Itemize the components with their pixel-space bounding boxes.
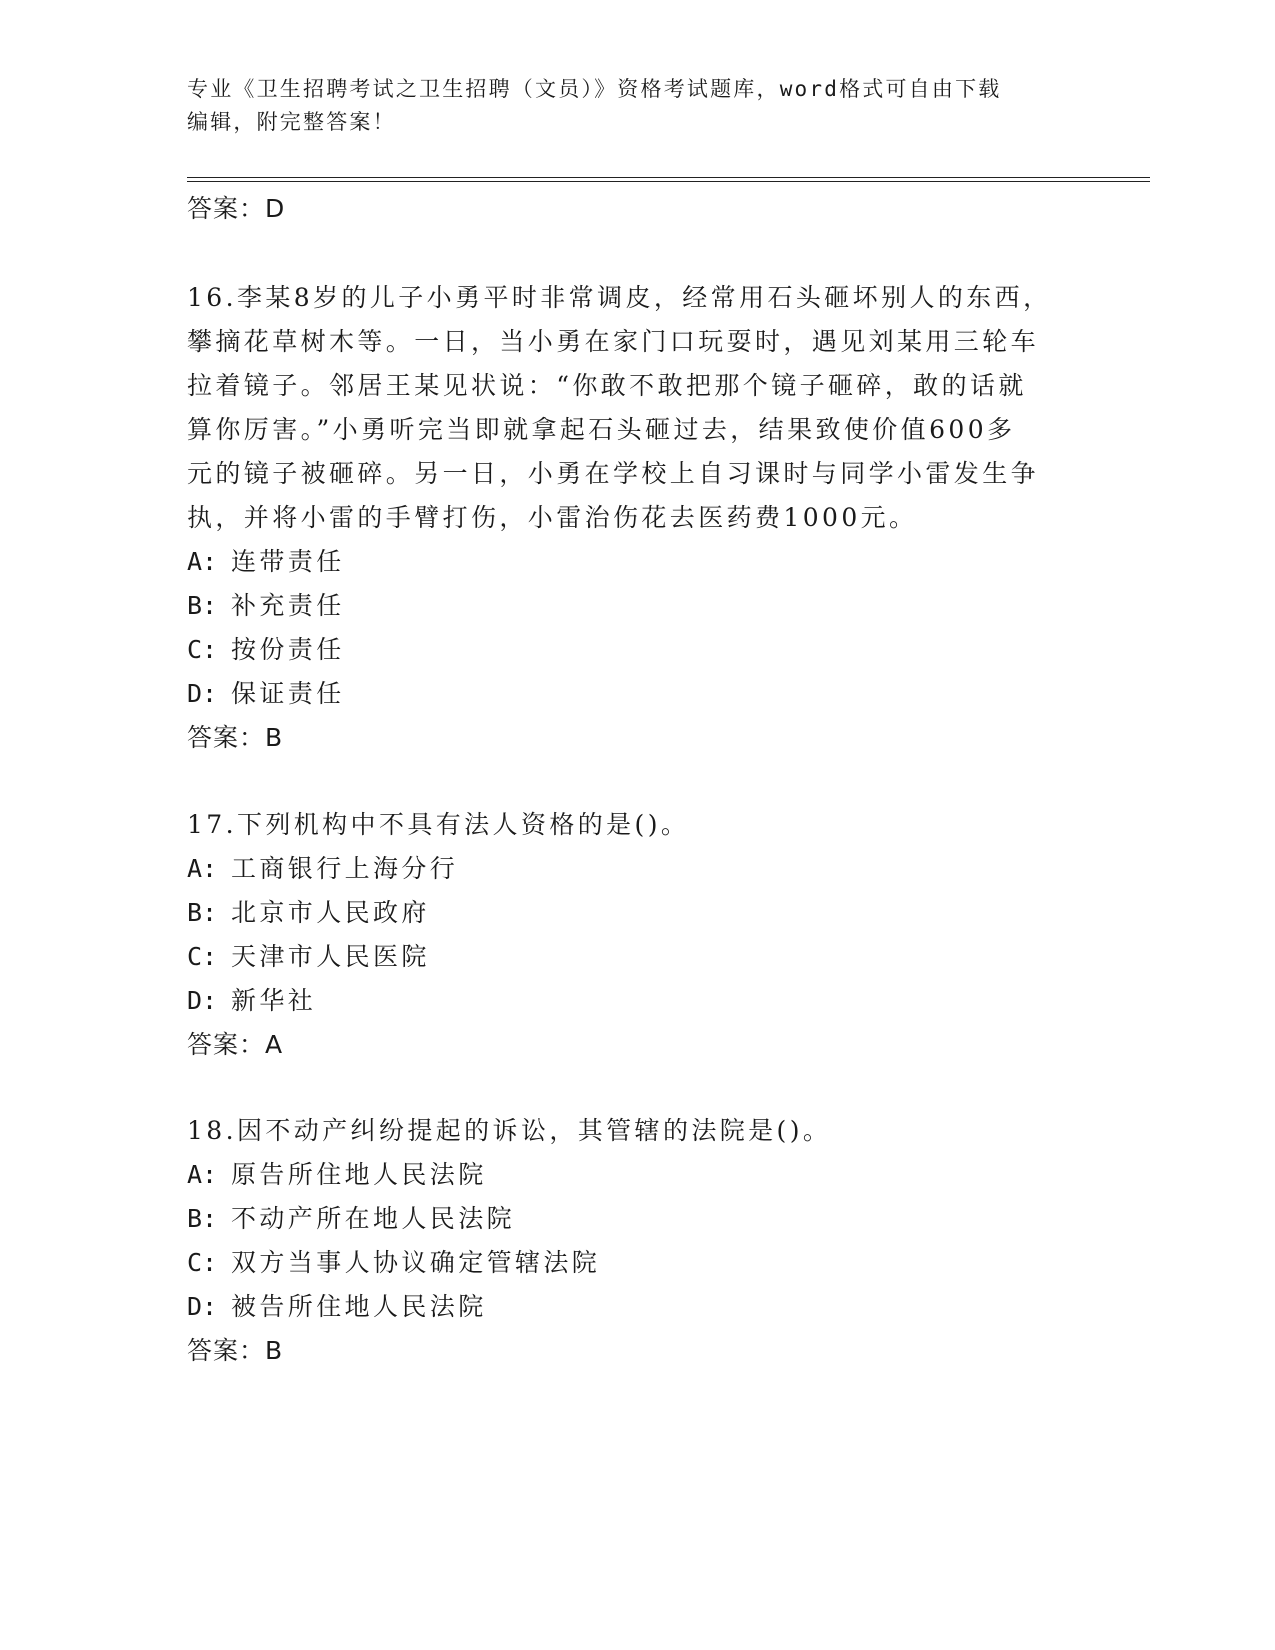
option-key: D: [187,679,218,708]
header-divider-top [187,177,1150,178]
option-text: 不动产所在地人民法院 [231,1204,516,1233]
option-key: C: [187,1248,218,1277]
question-17-line-1: 17.下列机构中不具有法人资格的是()。 [187,810,690,839]
question-18-line-1: 18.因不动产纠纷提起的诉讼，其管辖的法院是()。 [187,1116,832,1145]
option-text: 被告所住地人民法院 [231,1292,487,1321]
question-17-answer: 答案：A [187,1030,284,1059]
option-text: 补充责任 [231,591,345,620]
question-18-option-c [187,1248,600,1278]
question-18-option-d [187,1292,487,1322]
question-17-option-b [187,898,430,928]
option-key: A: [187,547,218,576]
option-text: 天津市人民医院 [231,942,430,971]
option-text: 原告所住地人民法院 [231,1160,487,1189]
question-16-option-c [187,635,345,665]
option-key: B: [187,1204,218,1233]
option-key: D: [187,986,218,1015]
option-text: 北京市人民政府 [231,898,430,927]
option-key: A: [187,854,218,883]
question-16-option-a [187,547,345,577]
option-text: 连带责任 [231,547,345,576]
question-17-option-c [187,942,430,972]
question-16-answer: 答案：B [187,723,284,752]
answer-label: 答案：D [187,194,286,223]
question-18-option-b [187,1204,515,1234]
header-line-1: 专业《卫生招聘考试之卫生招聘（文员）》资格考试题库，word格式可自由下载 [187,77,1002,101]
question-16-line-2: 攀摘花草树木等。一日，当小勇在家门口玩耍时，遇见刘某用三轮车 [187,327,1040,356]
question-16-line-5: 元的镜子被砸碎。另一日，小勇在学校上自习课时与同学小雷发生争 [187,459,1040,488]
option-key: B: [187,591,218,620]
question-16-line-3: 拉着镜子。邻居王某见状说：“你敢不敢把那个镜子砸碎，敢的话就 [187,371,1027,400]
question-17-option-d [187,986,316,1016]
option-text: 保证责任 [231,679,345,708]
question-16-line-1: 16.李某8岁的儿子小勇平时非常调皮，经常用石头砸坏别人的东西， [187,283,1052,312]
question-16-option-d [187,679,345,709]
option-key: D: [187,1292,218,1321]
option-text: 新华社 [231,986,317,1015]
option-key: B: [187,898,218,927]
question-18-answer: 答案：B [187,1336,284,1365]
header-divider-bottom [187,181,1150,182]
option-text: 双方当事人协议确定管辖法院 [231,1248,601,1277]
question-16-line-6: 执，并将小雷的手臂打伤，小雷治伤花去医药费1000元。 [187,503,918,532]
option-key: A: [187,1160,218,1189]
header-line-2: 编辑，附完整答案！ [187,110,396,134]
question-16-line-4: 算你厉害。”小勇听完当即就拿起石头砸过去，结果致使价值600多 [187,415,1016,444]
question-16-option-b [187,591,345,621]
question-18-option-a [187,1160,487,1190]
option-key: C: [187,635,218,664]
option-text: 按份责任 [231,635,345,664]
option-text: 工商银行上海分行 [231,854,459,883]
option-key: C: [187,942,218,971]
question-17-option-a [187,854,458,884]
